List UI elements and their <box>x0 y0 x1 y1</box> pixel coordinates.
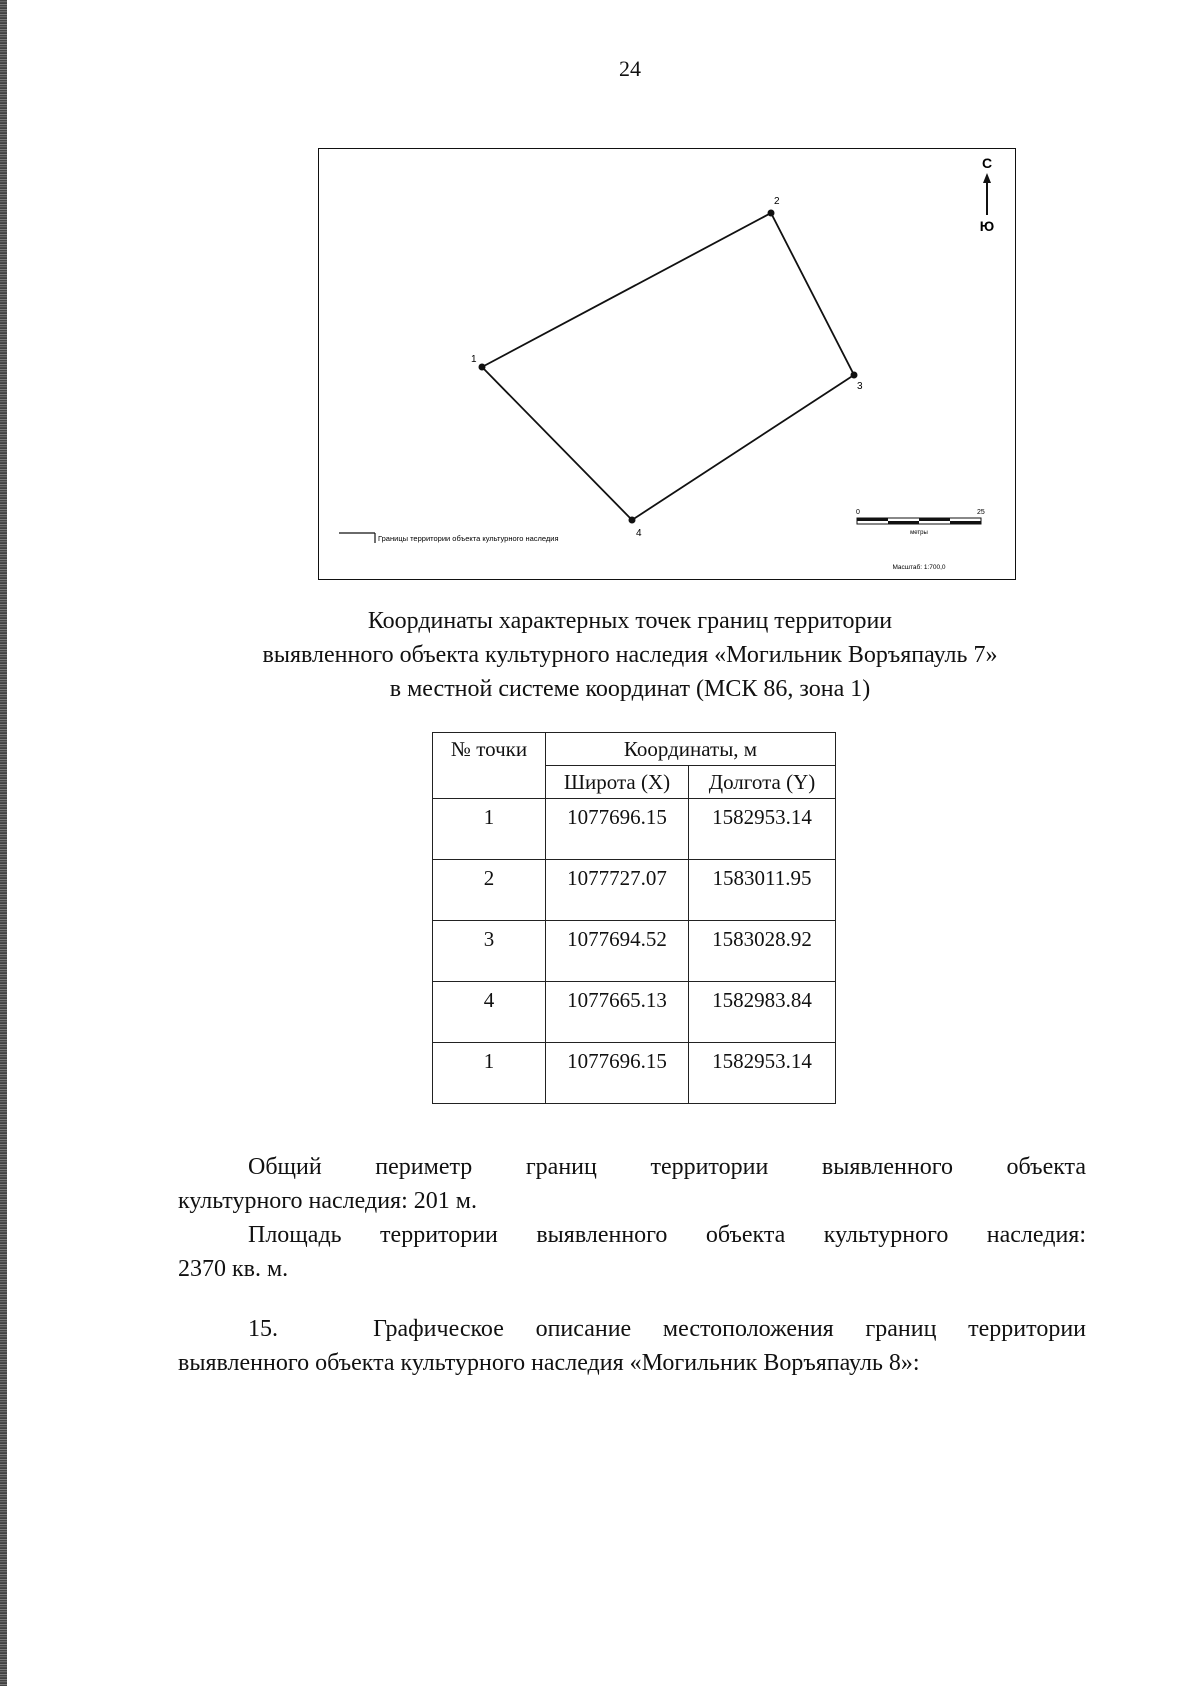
caption-line-2: выявленного объекта культурного наследия «Могильник Воръяпауль 7» <box>262 642 998 668</box>
scan-edge <box>0 0 7 1686</box>
perimeter-line-2: культурного наследия: 201 м. <box>178 1188 477 1214</box>
scale-label: Масштаб: 1:700,0 <box>892 564 946 571</box>
cell-x: 1077696.15 <box>546 1043 689 1104</box>
table-header-row <box>433 733 836 766</box>
scale-unit: метры <box>910 530 928 536</box>
cell-y: 1582953.14 <box>689 1043 836 1104</box>
scale-bar <box>856 509 985 571</box>
map-legend <box>339 533 559 543</box>
scale-start: 0 <box>856 509 860 516</box>
section-number: 15. <box>248 1316 278 1342</box>
coordinates-caption <box>150 604 1110 706</box>
table-row <box>433 799 836 860</box>
boundary-map <box>318 148 1016 580</box>
section-15-line-2: выявленного объекта культурного наследия «Могильник Воръяпауль 8»: <box>178 1350 920 1376</box>
page-number: 24 <box>619 56 641 81</box>
point-marker-3 <box>851 372 858 379</box>
legend-text: Границы территории объекта культурного наследия <box>378 534 559 543</box>
caption-line-1: Координаты характерных точек границ территории <box>367 608 893 634</box>
north-arrow-icon <box>980 155 994 234</box>
cell-y: 1582983.84 <box>689 982 836 1043</box>
header-point: № точки <box>433 733 546 799</box>
cell-x: 1077665.13 <box>546 982 689 1043</box>
table-row <box>433 982 836 1043</box>
cell-point: 4 <box>433 982 546 1043</box>
cell-point: 3 <box>433 921 546 982</box>
point-marker-2 <box>768 210 775 217</box>
point-label-1: 1 <box>471 354 477 365</box>
perimeter-paragraph <box>178 1150 1086 1218</box>
coordinates-table <box>432 732 836 1104</box>
header-coordinates: Координаты, м <box>546 733 836 766</box>
scale-end: 25 <box>977 509 985 516</box>
cell-x: 1077694.52 <box>546 921 689 982</box>
table-row <box>433 860 836 921</box>
cell-point: 1 <box>433 1043 546 1104</box>
table-row <box>433 921 836 982</box>
section-15-paragraph <box>178 1312 1086 1380</box>
cell-point: 1 <box>433 799 546 860</box>
cell-x: 1077727.07 <box>546 860 689 921</box>
map-drawing <box>319 149 1017 581</box>
territory-boundary <box>482 213 854 520</box>
perimeter-line-1: Общий периметр границ территории выявленного объекта <box>248 1154 1086 1180</box>
area-paragraph <box>178 1218 1086 1286</box>
point-marker-1 <box>479 364 486 371</box>
south-label: Ю <box>979 218 995 234</box>
point-label-4: 4 <box>636 528 642 539</box>
table-row <box>433 1043 836 1104</box>
point-label-2: 2 <box>774 196 780 207</box>
point-label-3: 3 <box>857 381 863 392</box>
cell-y: 1582953.14 <box>689 799 836 860</box>
cell-y: 1583028.92 <box>689 921 836 982</box>
area-line-1: Площадь территории выявленного объекта культурного наследия: <box>248 1222 1086 1248</box>
caption-line-3: в местной системе координат (МСК 86, зона 1) <box>389 676 871 702</box>
area-line-2: 2370 кв. м. <box>178 1256 289 1282</box>
cell-point: 2 <box>433 860 546 921</box>
header-y: Долгота (Y) <box>689 766 836 799</box>
cell-y: 1583011.95 <box>689 860 836 921</box>
section-15-line-1: 15. Графическое описание местоположения границ территории <box>248 1316 1086 1342</box>
cell-x: 1077696.15 <box>546 799 689 860</box>
north-label: С <box>981 155 993 171</box>
header-x: Широта (X) <box>546 766 689 799</box>
point-marker-4 <box>629 517 636 524</box>
